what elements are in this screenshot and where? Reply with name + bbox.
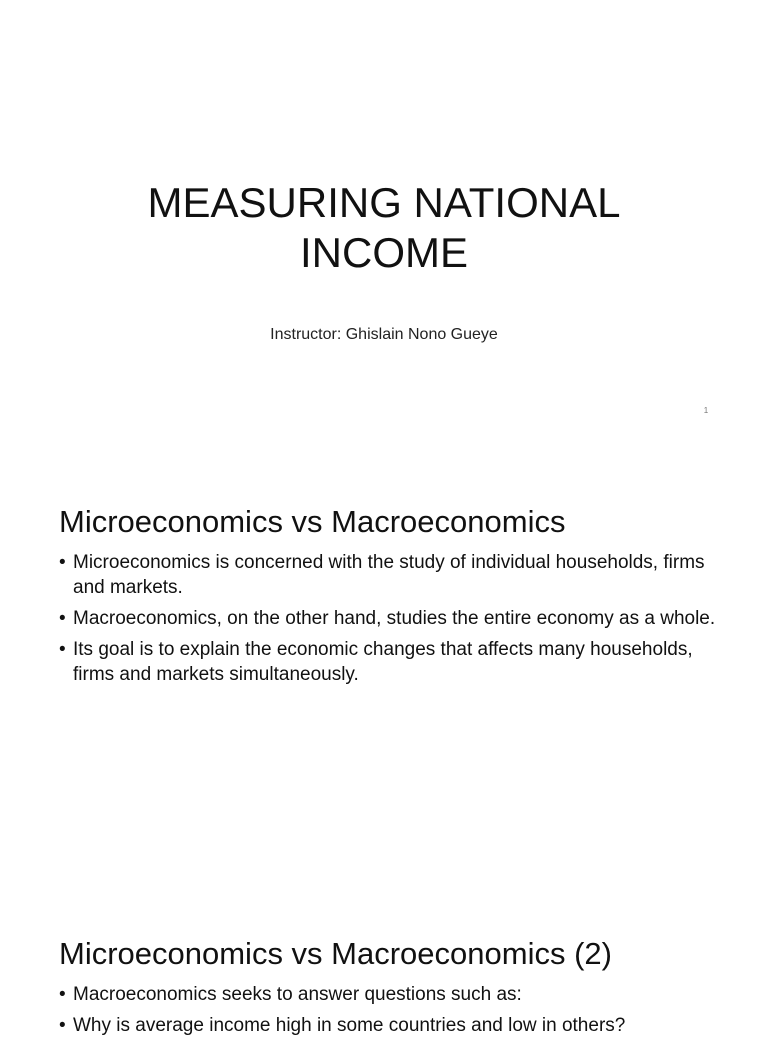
bullet-item — [59, 637, 719, 687]
bullet-text: Macroeconomics seeks to answer questions such as: — [73, 984, 522, 1005]
bullet-text: Why is average income high in some countries and low in others? — [73, 1015, 626, 1036]
bullet-text: Microeconomics is concerned with the study of individual households, firms and markets. — [73, 552, 705, 598]
slide-heading: Microeconomics vs Macroeconomics (2) — [59, 935, 612, 971]
slide-title: MEASURING NATIONAL INCOME — [147, 179, 621, 277]
slide-2 — [0, 432, 768, 864]
bullet-item — [59, 550, 719, 600]
slide-subtitle: Instructor: Ghislain Nono Gueye — [270, 326, 498, 343]
bullet-marker: • — [59, 608, 66, 629]
slide-3 — [0, 864, 768, 1036]
bullet-item — [59, 606, 719, 631]
bullet-text: Its goal is to explain the economic changes that affects many households, firms and markets simultaneously. — [73, 639, 693, 685]
bullet-marker: • — [59, 639, 66, 660]
bullet-item — [59, 982, 719, 1007]
page-number: 1 — [703, 406, 709, 415]
bullet-text: Macroeconomics, on the other hand, studies the entire economy as a whole. — [73, 608, 716, 629]
slide-heading: Microeconomics vs Macroeconomics — [59, 503, 566, 539]
bullet-marker: • — [59, 552, 66, 573]
bullet-item — [59, 1013, 719, 1038]
slide-1 — [0, 0, 768, 432]
bullet-list — [59, 550, 719, 693]
bullet-marker: • — [59, 984, 66, 1005]
bullet-marker: • — [59, 1015, 66, 1036]
bullet-list — [59, 982, 719, 1044]
